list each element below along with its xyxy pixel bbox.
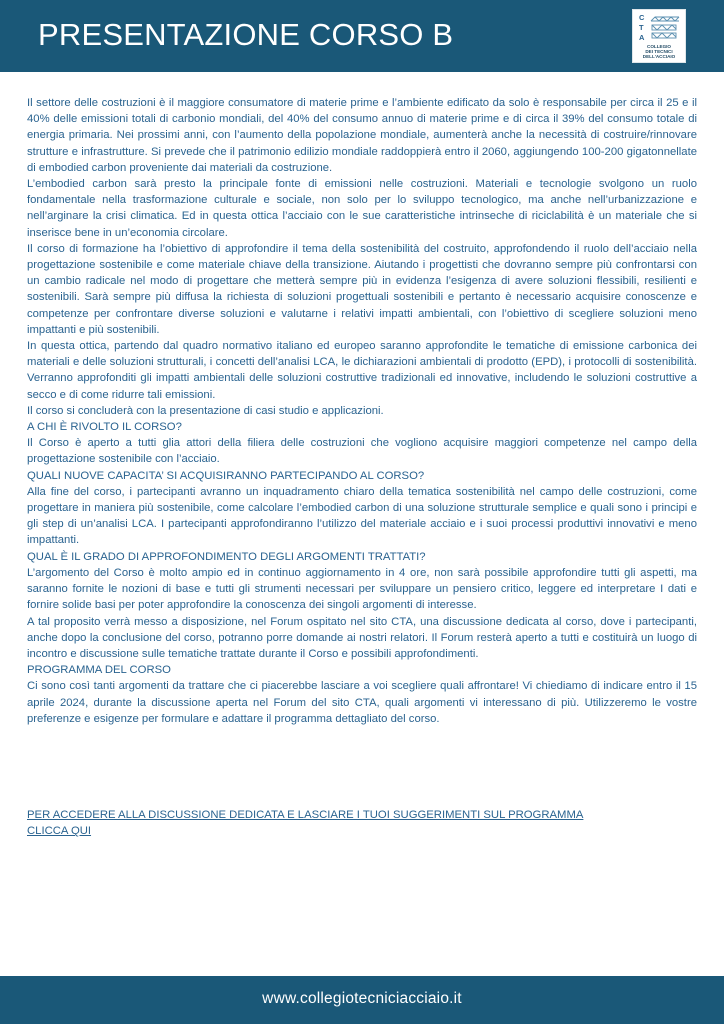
heading-depth: QUAL È IL GRADO DI APPROFONDIMENTO DEGLI ARGOMENTI TRATTATI? bbox=[27, 550, 426, 563]
click-here-link[interactable]: CLICCA QUI bbox=[27, 825, 92, 838]
logo-letter-c: C bbox=[639, 13, 645, 22]
logo-letter-t: T bbox=[639, 23, 644, 32]
paragraph-program: Ci sono così tanti argomenti da trattare che ci piacerebbe lasciare a voi scegliere quali affrontare! Vi chiediamo di indicare entro il 15 aprile 2024, durante la discussione aperta nel Forum del sito CTA, quali argomenti vi interessano di più. Utilizzeremo le vostre preferenze e esigenze per formulare e adattare il programma dettagliato del corso. bbox=[27, 680, 697, 725]
website-url[interactable]: www.collegiotecniciacciaio.it bbox=[262, 990, 462, 1007]
heading-program: PROGRAMMA DEL CORSO bbox=[27, 664, 171, 677]
paragraph-intro: Il settore delle costruzioni è il maggiore consumatore di materie prime e l’ambiente edificato da solo è responsabile per circa il 25 e il 40% delle emissioni totali di carbonio mondiali, del 40% del consumo annuo di materie prime e di circa il 39% del consumo totale di energia primaria. Nei prossimi anni, con l’aumento della popolazione mondiale, aumenterà anche la necessità di costruire/rinnovare strutture e infrastrutture. Si prevede che il patrimonio edilizio mondiale raddoppierà entro il 2060, aggiungendo 100-200 gigatonnellate di embodied carbon proveniente dai materiali da costruzione. bbox=[27, 97, 697, 174]
logo-text bbox=[633, 44, 685, 60]
paragraph-audience: Il Corso è aperto a tutti glia attori della filiera delle costruzioni che vogliono acquisire maggiori competenze nel campo della progettazione sostenibile con l’acciaio. bbox=[27, 437, 697, 466]
cta-logo[interactable] bbox=[632, 9, 686, 63]
truss-structure-icon bbox=[649, 15, 681, 41]
heading-skills: QUALI NUOVE CAPACITA’ SI ACQUISIRANNO PARTECIPANDO AL CORSO? bbox=[27, 469, 425, 482]
page-title: PRESENTAZIONE CORSO B bbox=[38, 17, 454, 52]
course-description bbox=[27, 95, 697, 727]
paragraph-skills: Alla fine del corso, i partecipanti avranno un inquadramento chiaro della tematica sostenibilità nel campo delle costruzioni, come progettare in maniera più sostenibile, come calcolare l’embodied carbon di una soluzione strutturale semplice e quali sono i principi e gli step di un’analisi LCA. I partecipanti approfondiranno l’utilizzo del materiale acciaio e i suoi processi produttivi innovativi e meno impattanti. bbox=[27, 485, 697, 547]
footer-bar bbox=[0, 976, 724, 1024]
header-bar bbox=[0, 0, 724, 72]
logo-line-1: COLLEGIO bbox=[647, 44, 671, 49]
paragraph-topics: In questa ottica, partendo dal quadro normativo italiano ed europeo saranno approfondite le tematiche di emissione carbonica dei materiali e delle soluzioni strutturali, i concetti dell’analisi LCA, le dichiarazioni ambientali di prodotto (EPD), i protocolli di sostenibilità. Verranno approfonditi gli impatti ambientali delle soluzioni costruttive tradizionali ed innovative, includendo le soluzioni costruttive a secco e di come ridurre tali emissioni. bbox=[27, 340, 697, 401]
logo-line-3: DELL'ACCIAIO bbox=[642, 54, 676, 60]
paragraph-embodied-carbon: L’embodied carbon sarà presto la principale fonte di emissioni nelle costruzioni. Materiali e tecnologie svolgono un ruolo fondamentale nella trasformazione culturale e sociale, non solo per lo sviluppo tecnologico, ma anche nell’urbanizzazione e nell’arginare la crisi climatica. Ed in questa ottica l’acciaio con le sue caratteristiche intrinseche di riciclabilità è un materiale che si inserisce bene in un’economia circolare. bbox=[27, 178, 697, 239]
paragraph-conclusion: Il corso si concluderà con la presentazione di casi studio e applicazioni. bbox=[27, 404, 384, 417]
paragraph-depth: L’argomento del Corso è molto ampio ed in continuo aggiornamento in 4 ore, non sarà possibile approfondire tutti gli aspetti, ma saranno fornite le nozioni di base e tutti gli strumenti necessari per sviluppare un pensiero critico, leggere ed interpretare I dati e fornire solide basi per poter approfondire la conoscenza dei singoli argomenti di interesse. bbox=[27, 566, 697, 612]
forum-discussion-link[interactable]: PER ACCEDERE ALLA DISCUSSIONE DEDICATA E LASCIARE I TUOI SUGGERIMENTI SUL PROGRAMMA bbox=[27, 809, 584, 821]
forum-link-block[interactable] bbox=[27, 807, 697, 839]
logo-line-2: DEI TECNICI bbox=[645, 49, 673, 55]
logo-letter-a: A bbox=[639, 33, 645, 42]
paragraph-forum: A tal proposito verrà messo a disposizione, nel Forum ospitato nel sito CTA, una discussione dedicata al corso, dove i partecipanti, anche dopo la conclusione del corso, potranno porre domande ai nostri relatori. Il Forum resterà aperto a tutti e costituirà un luogo di incontro e discussione sulle tematiche trattate durante il Corso e possibili approfondimenti. bbox=[27, 615, 697, 660]
heading-audience: A CHI È RIVOLTO IL CORSO? bbox=[27, 421, 182, 434]
paragraph-course-objective: Il corso di formazione ha l’obiettivo di approfondire il tema della sostenibilità del costruito, approfondendo il ruolo dell’acciaio nella progettazione sostenibile e come materiale chiave della transizione. Aiutando i progettisti che dovranno sempre più confrontarsi con un cambio radicale nel modo di progettare che metterà sempre più in evidenza l’esigenza di avere soluzioni flessibili, resilienti e sostenibili. Sarà sempre più diffusa la richiesta di soluzioni progettuali sostenibili e pertanto è necessario acquisire conoscenze e competenze per confrontare diverse soluzioni e valutarne i relativi impatti ambientali, con l’obiettivo di scegliere soluzioni meno impattanti e più sostenibili. bbox=[27, 242, 697, 336]
